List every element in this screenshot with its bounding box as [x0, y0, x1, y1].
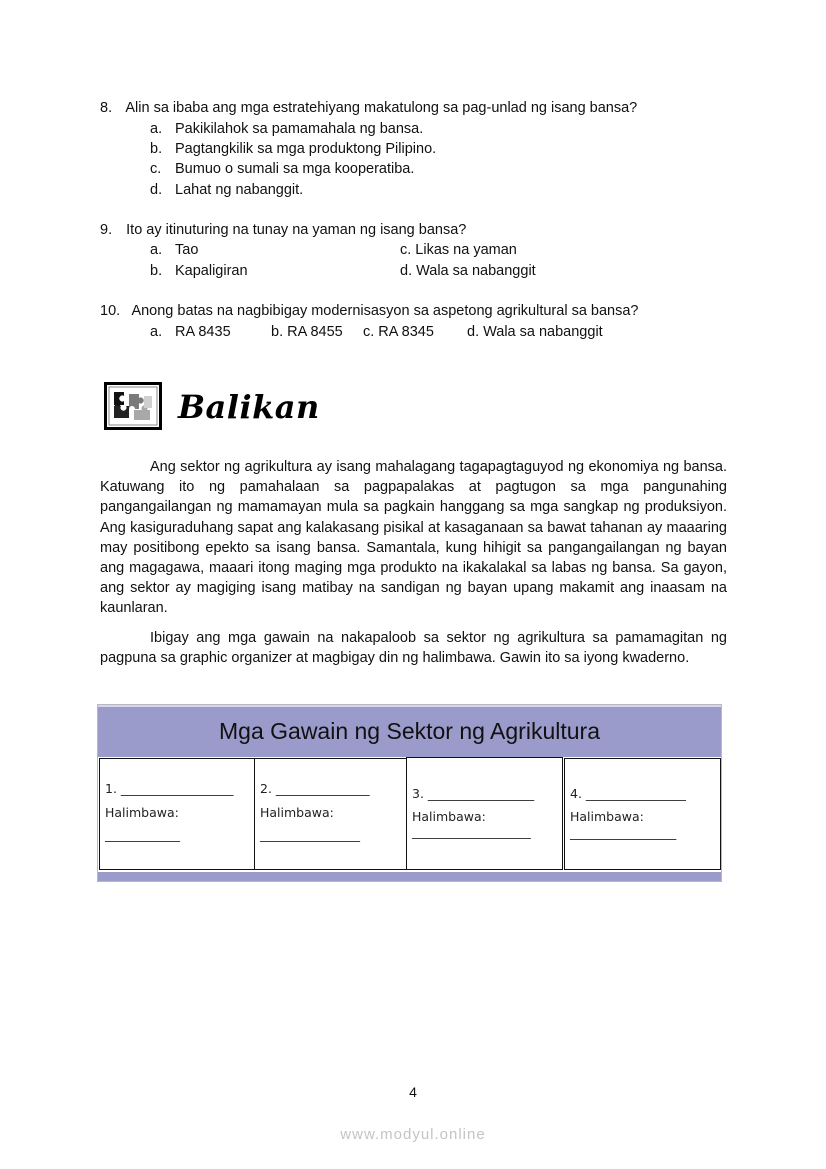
- question-text: Ito ay itinuturing na tunay na yaman ng isang bansa?: [126, 222, 467, 238]
- organizer-box-2: [254, 758, 407, 870]
- question-text: Anong batas na nagbibigay modernisasyon sa aspetong agrikultural sa bansa?: [131, 303, 639, 319]
- organizer-box-1: [99, 758, 255, 870]
- option-letter: a.: [150, 121, 163, 137]
- blank-line: 1. __________________: [105, 781, 234, 796]
- option-text: Lahat ng nabanggit.: [175, 182, 304, 198]
- example-label: Halimbawa:: [412, 809, 486, 824]
- graphic-organizer: [97, 704, 722, 882]
- option-text: Pagtangkilik sa mga produktong Pilipino.: [175, 141, 437, 157]
- option-text: Kapaligiran: [175, 263, 248, 279]
- example-label: Halimbawa:: [105, 805, 179, 820]
- blank-line: 2. _______________: [260, 781, 370, 796]
- blank-line: 3. _________________: [412, 786, 535, 801]
- watermark: www.modyul.online: [340, 1126, 486, 1143]
- option-text: Pakikilahok sa pamamahala ng bansa.: [175, 121, 424, 137]
- question-9: [100, 222, 466, 238]
- organizer-box-3: [406, 757, 563, 870]
- question-text: Alin sa ibaba ang mga estratehiyang makatulong sa pag-unlad ng isang bansa?: [125, 100, 638, 116]
- paragraph-text: Ang sektor ng agrikultura ay isang mahalagang tagapagtaguyod ng ekonomiya ng bansa. Katuwang ito ng pamahalaan sa pagpapalakas at pagtugon sa mga pangunahing pangangailangan ng mamamayan mula sa pagkain hanggang sa mga sangkap ng produksiyon. Ang kasiguraduhang sapat ang kalakasang pisikal at kasaganaan sa bawat tahanan ay maaaring may positibong epekto sa isang bansa. Samantala, kung hihigit sa pangangailangan ng bayan ang magagawa, maaari itong maging mga produkto na ikakalakal sa labas ng bansa. Sa gayon, ang sektor ay magiging isang matibay na sandigan ng bayan upang makamit ang inaasam na kaunlaran.: [100, 459, 727, 617]
- instruction-paragraph: [100, 628, 727, 668]
- puzzle-icon: [104, 382, 162, 430]
- question-8: [100, 100, 637, 116]
- blank-line: 4. ________________: [570, 786, 686, 801]
- example-blank: ___________________: [412, 824, 531, 839]
- option-text: b. RA 8455: [271, 324, 343, 340]
- option-text: c. RA 8345: [363, 324, 434, 340]
- option-letter: d.: [150, 182, 163, 198]
- option-text: c. Likas na yaman: [400, 242, 517, 258]
- page-number: 4: [409, 1084, 417, 1100]
- option-letter: b.: [150, 263, 163, 279]
- question-number: 10.: [100, 303, 121, 319]
- option-text: d. Wala sa nabanggit: [400, 263, 536, 279]
- option-letter: a.: [150, 242, 163, 258]
- intro-paragraph: [100, 457, 727, 619]
- option-text: Bumuo o sumali sa mga kooperatiba.: [175, 161, 415, 177]
- example-label: Halimbawa:: [570, 809, 644, 824]
- organizer-header: [98, 705, 721, 757]
- option-text: Tao: [175, 242, 199, 258]
- section-title: Balikan: [178, 388, 320, 426]
- question-10: [100, 303, 638, 319]
- example-label: Halimbawa:: [260, 805, 334, 820]
- paragraph-text: Ibigay ang mga gawain na nakapaloob sa sektor ng agrikultura sa pamamagitan ng pagpuna sa graphic organizer at magbigay din ng halimbawa. Gawin ito sa iyong kwaderno.: [100, 630, 727, 667]
- option-text: RA 8435: [175, 324, 231, 340]
- option-letter: a.: [150, 324, 163, 340]
- organizer-title: Mga Gawain ng Sektor ng Agrikultura: [219, 718, 600, 744]
- option-letter: c.: [150, 161, 162, 177]
- example-blank: ____________: [105, 827, 180, 842]
- example-blank: ________________: [260, 827, 360, 842]
- organizer-box-4: [564, 758, 721, 870]
- organizer-footer-bar: [98, 872, 721, 881]
- question-number: 9.: [100, 222, 113, 238]
- question-number: 8.: [100, 100, 113, 116]
- option-letter: b.: [150, 141, 163, 157]
- option-text: d. Wala sa nabanggit: [467, 324, 603, 340]
- example-blank: _________________: [570, 825, 677, 840]
